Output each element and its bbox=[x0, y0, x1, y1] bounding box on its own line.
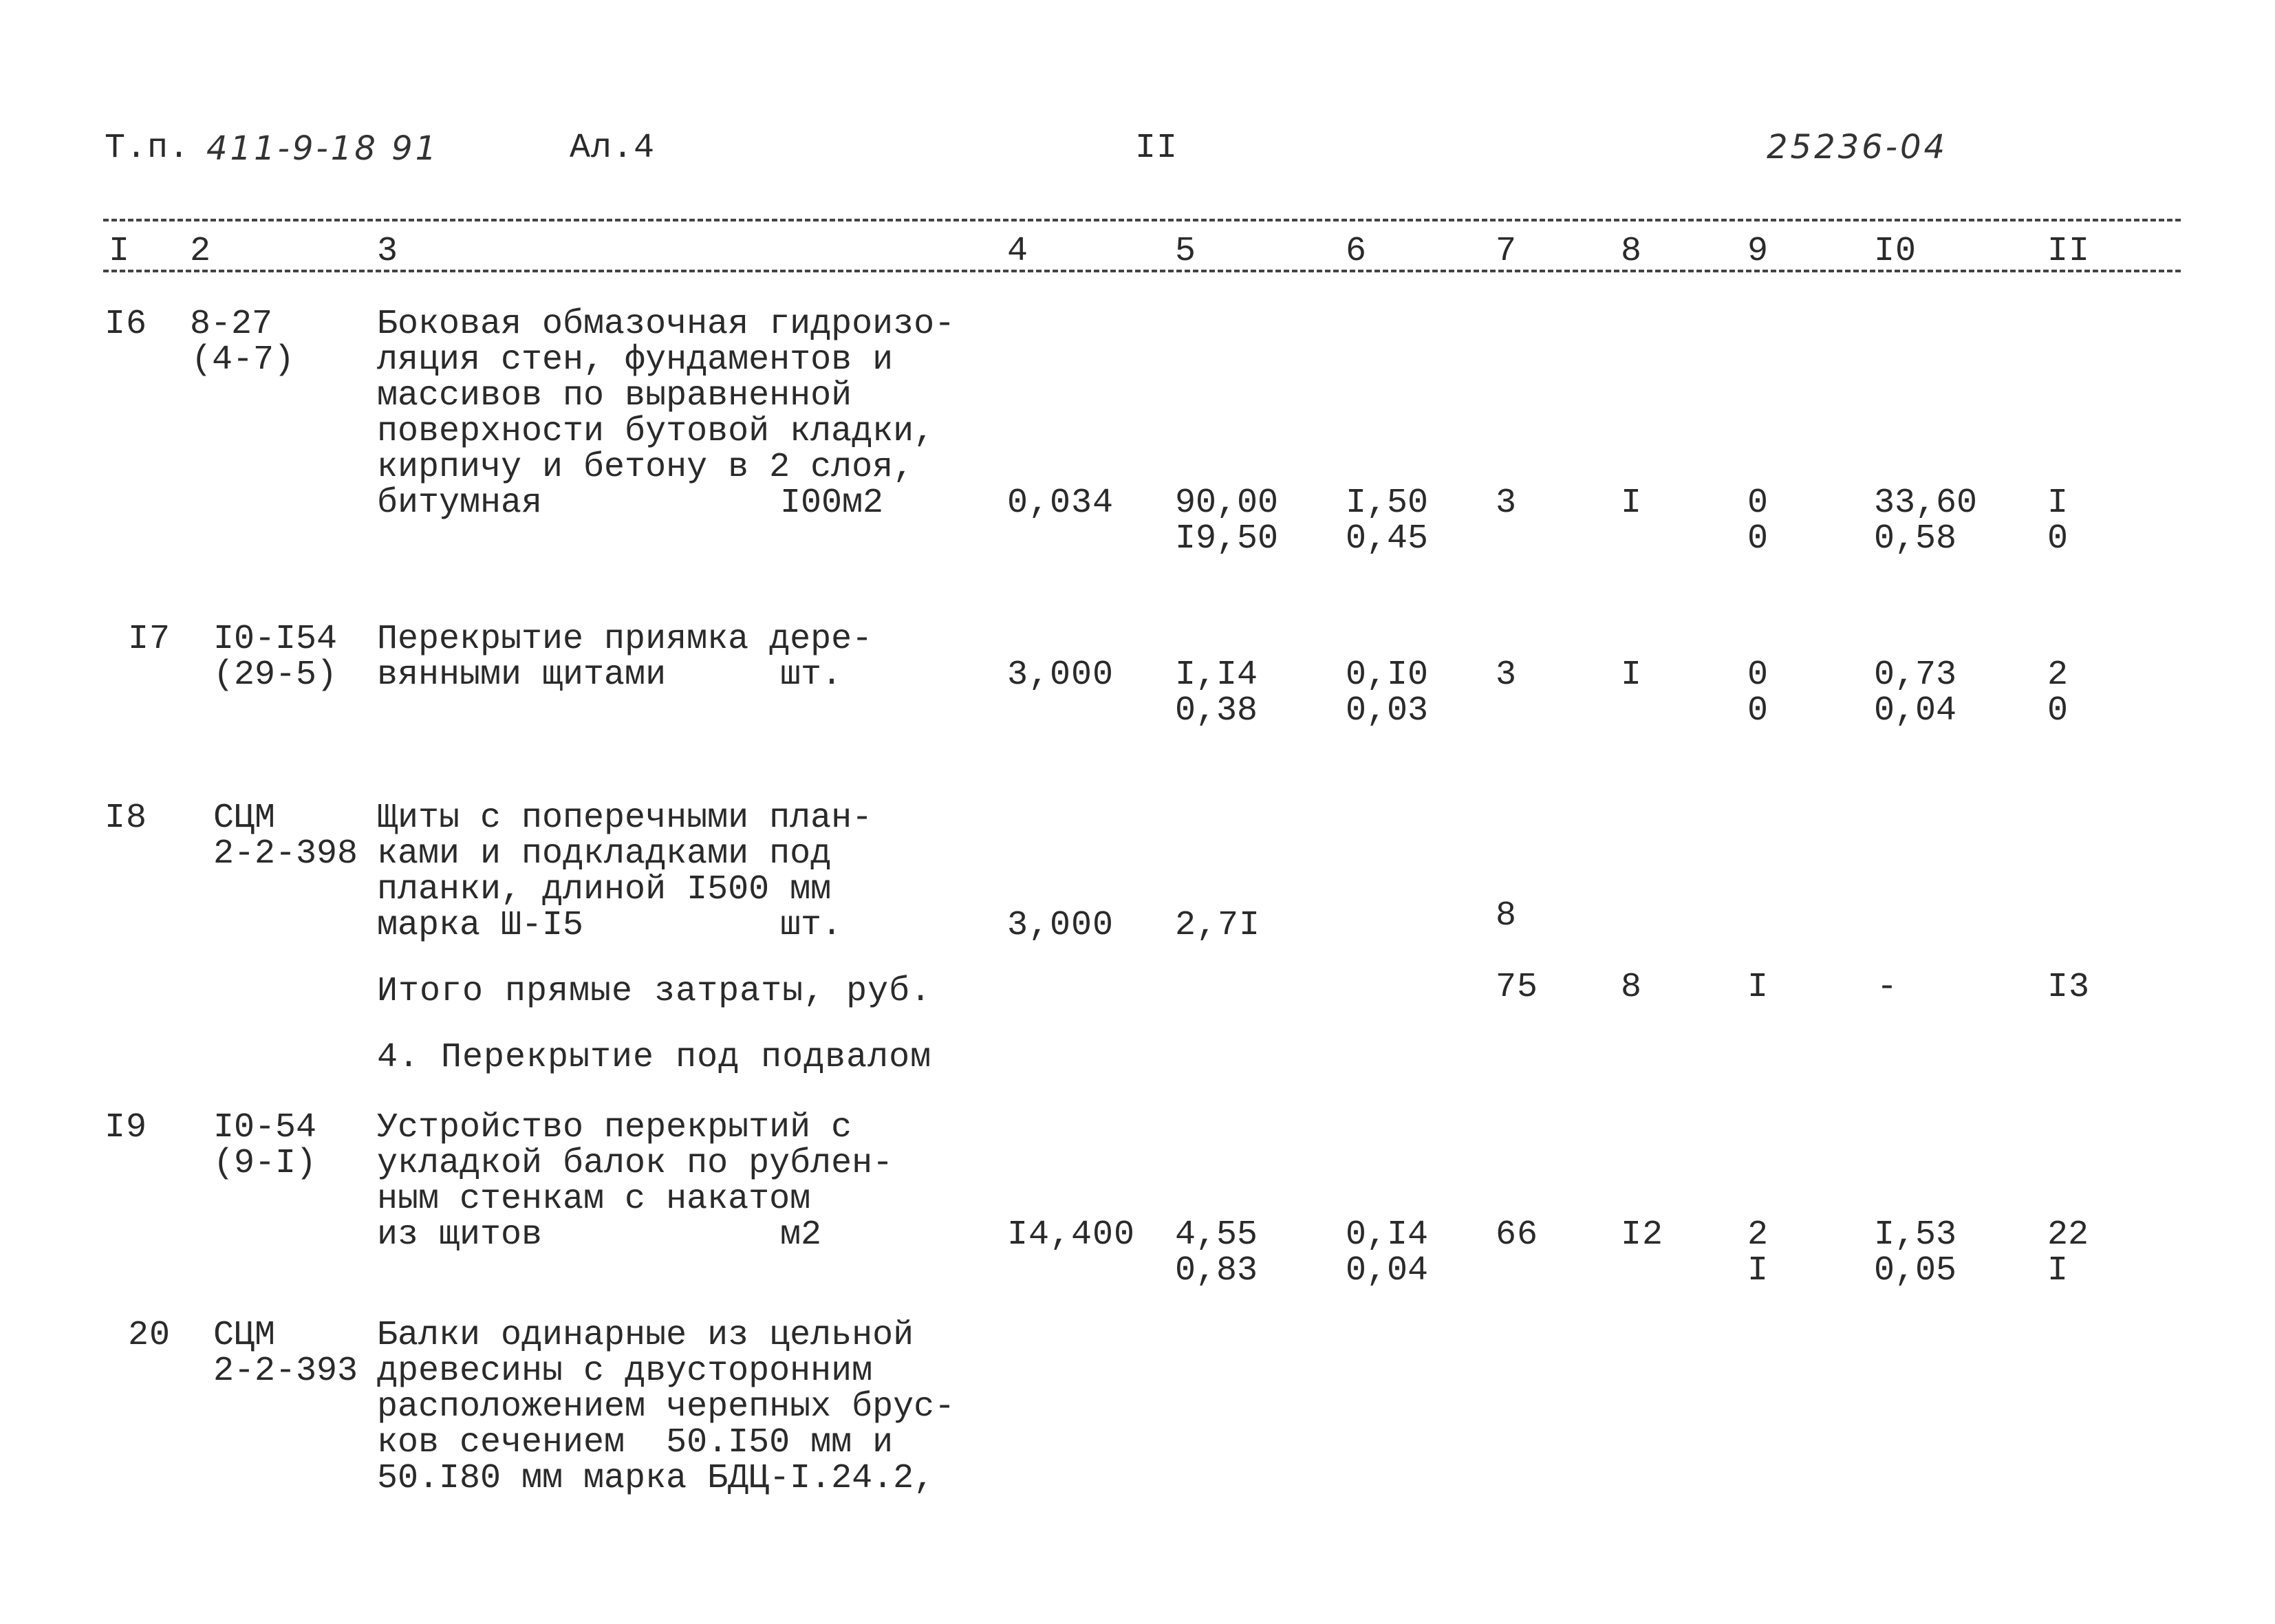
row-number: I9 bbox=[105, 1108, 148, 1147]
col-header-5: 5 bbox=[1175, 232, 1197, 271]
quantity: 0,034 bbox=[1007, 484, 1114, 523]
col7-value: 3 bbox=[1496, 656, 1518, 695]
rate-code: СЦМ 2-2-393 bbox=[213, 1316, 358, 1391]
quantity: I4,400 bbox=[1007, 1215, 1136, 1255]
rate-code: СЦМ 2-2-398 bbox=[213, 799, 358, 874]
row-number: I8 bbox=[105, 799, 148, 838]
col11-values: 2 0 bbox=[2047, 656, 2069, 730]
col-header-8: 8 bbox=[1621, 232, 1643, 271]
row-number: I6 bbox=[105, 305, 148, 344]
quantity: 3,000 bbox=[1007, 656, 1114, 695]
col5-values: 90,00 I9,50 bbox=[1175, 484, 1279, 559]
col-header-10: I0 bbox=[1874, 232, 1917, 271]
work-description: Щиты с поперечными план- ками и подкладками под планки, длиной I500 мм марка Ш-I5 bbox=[377, 799, 873, 945]
col8-value: I2 bbox=[1621, 1215, 1664, 1255]
subtotal-label: Итого прямые затраты, руб. bbox=[377, 972, 932, 1011]
sheet-label: Ал.4 bbox=[570, 129, 656, 168]
subtotal-col10: - bbox=[1877, 968, 1899, 1007]
col-header-1: I bbox=[109, 232, 131, 271]
col6-values: 0,I0 0,03 bbox=[1346, 656, 1429, 730]
header-rule-bottom bbox=[103, 270, 2181, 272]
col7-value: 66 bbox=[1496, 1215, 1539, 1255]
rate-code: I0-I54 (29-5) bbox=[213, 620, 338, 695]
rate-code: 8-27 (4-7) bbox=[190, 305, 295, 380]
col-header-6: 6 bbox=[1346, 232, 1368, 271]
col9-values: 2 I bbox=[1747, 1215, 1769, 1290]
rate-code: I0-54 (9-I) bbox=[213, 1108, 317, 1183]
row-number: I7 bbox=[128, 620, 171, 659]
project-number-handwritten: 411-9-18 91 bbox=[206, 129, 440, 168]
row-number: 20 bbox=[128, 1316, 171, 1355]
subtotal-col9: I bbox=[1747, 968, 1769, 1007]
section-title: 4. Перекрытие под подвалом bbox=[377, 1038, 932, 1077]
col8-value: I bbox=[1621, 484, 1643, 523]
col-header-2: 2 bbox=[190, 232, 212, 271]
work-description: Устройство перекрытий с укладкой балок по рублен- ным стенкам с накатом из щитов bbox=[377, 1108, 894, 1255]
col-header-11: II bbox=[2047, 232, 2091, 271]
col-header-3: 3 bbox=[377, 232, 399, 271]
col10-values: I,53 0,05 bbox=[1874, 1215, 1957, 1290]
col10-values: 0,73 0,04 bbox=[1874, 656, 1957, 730]
unit: шт. bbox=[780, 656, 843, 695]
col7-value: 8 bbox=[1496, 896, 1518, 935]
col9-values: 0 0 bbox=[1747, 656, 1769, 730]
subtotal-col7: 75 bbox=[1496, 968, 1539, 1007]
col6-values: I,50 0,45 bbox=[1346, 484, 1429, 559]
header-rule-top bbox=[103, 219, 2181, 221]
col7-value: 3 bbox=[1496, 484, 1518, 523]
unit: м2 bbox=[780, 1215, 822, 1255]
col11-values: I 0 bbox=[2047, 484, 2069, 559]
col-header-4: 4 bbox=[1007, 232, 1029, 271]
page-number: II bbox=[1135, 129, 1178, 168]
header-prefix: Т.п. bbox=[105, 129, 191, 168]
unit: I00м2 bbox=[780, 484, 884, 523]
work-description: Боковая обмазочная гидроизо- ляция стен, фундаментов и массивов по выравненной поверхности бутовой кладки, кирпичу и бетону в 2 слоя, битумная bbox=[377, 305, 956, 523]
col-header-9: 9 bbox=[1747, 232, 1769, 271]
subtotal-col8: 8 bbox=[1621, 968, 1643, 1007]
unit: шт. bbox=[780, 906, 843, 945]
col10-values: 33,60 0,58 bbox=[1874, 484, 1978, 559]
col8-value: I bbox=[1621, 656, 1643, 695]
col5-value: 2,7I bbox=[1175, 906, 1261, 945]
quantity: 3,000 bbox=[1007, 906, 1114, 945]
work-description: Балки одинарные из цельной древесины с двусторонним расположением черепных брус- ков сечением 50.I50 мм и 50.I80 мм марка БДЦ-I.24.2, bbox=[377, 1316, 956, 1498]
doc-number-handwritten: 25236-04 bbox=[1767, 128, 1948, 166]
col-header-7: 7 bbox=[1496, 232, 1518, 271]
work-description: Перекрытие приямка дере- вянными щитами bbox=[377, 620, 873, 695]
col9-values: 0 0 bbox=[1747, 484, 1769, 559]
col6-values: 0,I4 0,04 bbox=[1346, 1215, 1429, 1290]
col5-values: 4,55 0,83 bbox=[1175, 1215, 1258, 1290]
col5-values: I,I4 0,38 bbox=[1175, 656, 1258, 730]
col11-values: 22 I bbox=[2047, 1215, 2089, 1290]
subtotal-col11: I3 bbox=[2047, 968, 2091, 1007]
